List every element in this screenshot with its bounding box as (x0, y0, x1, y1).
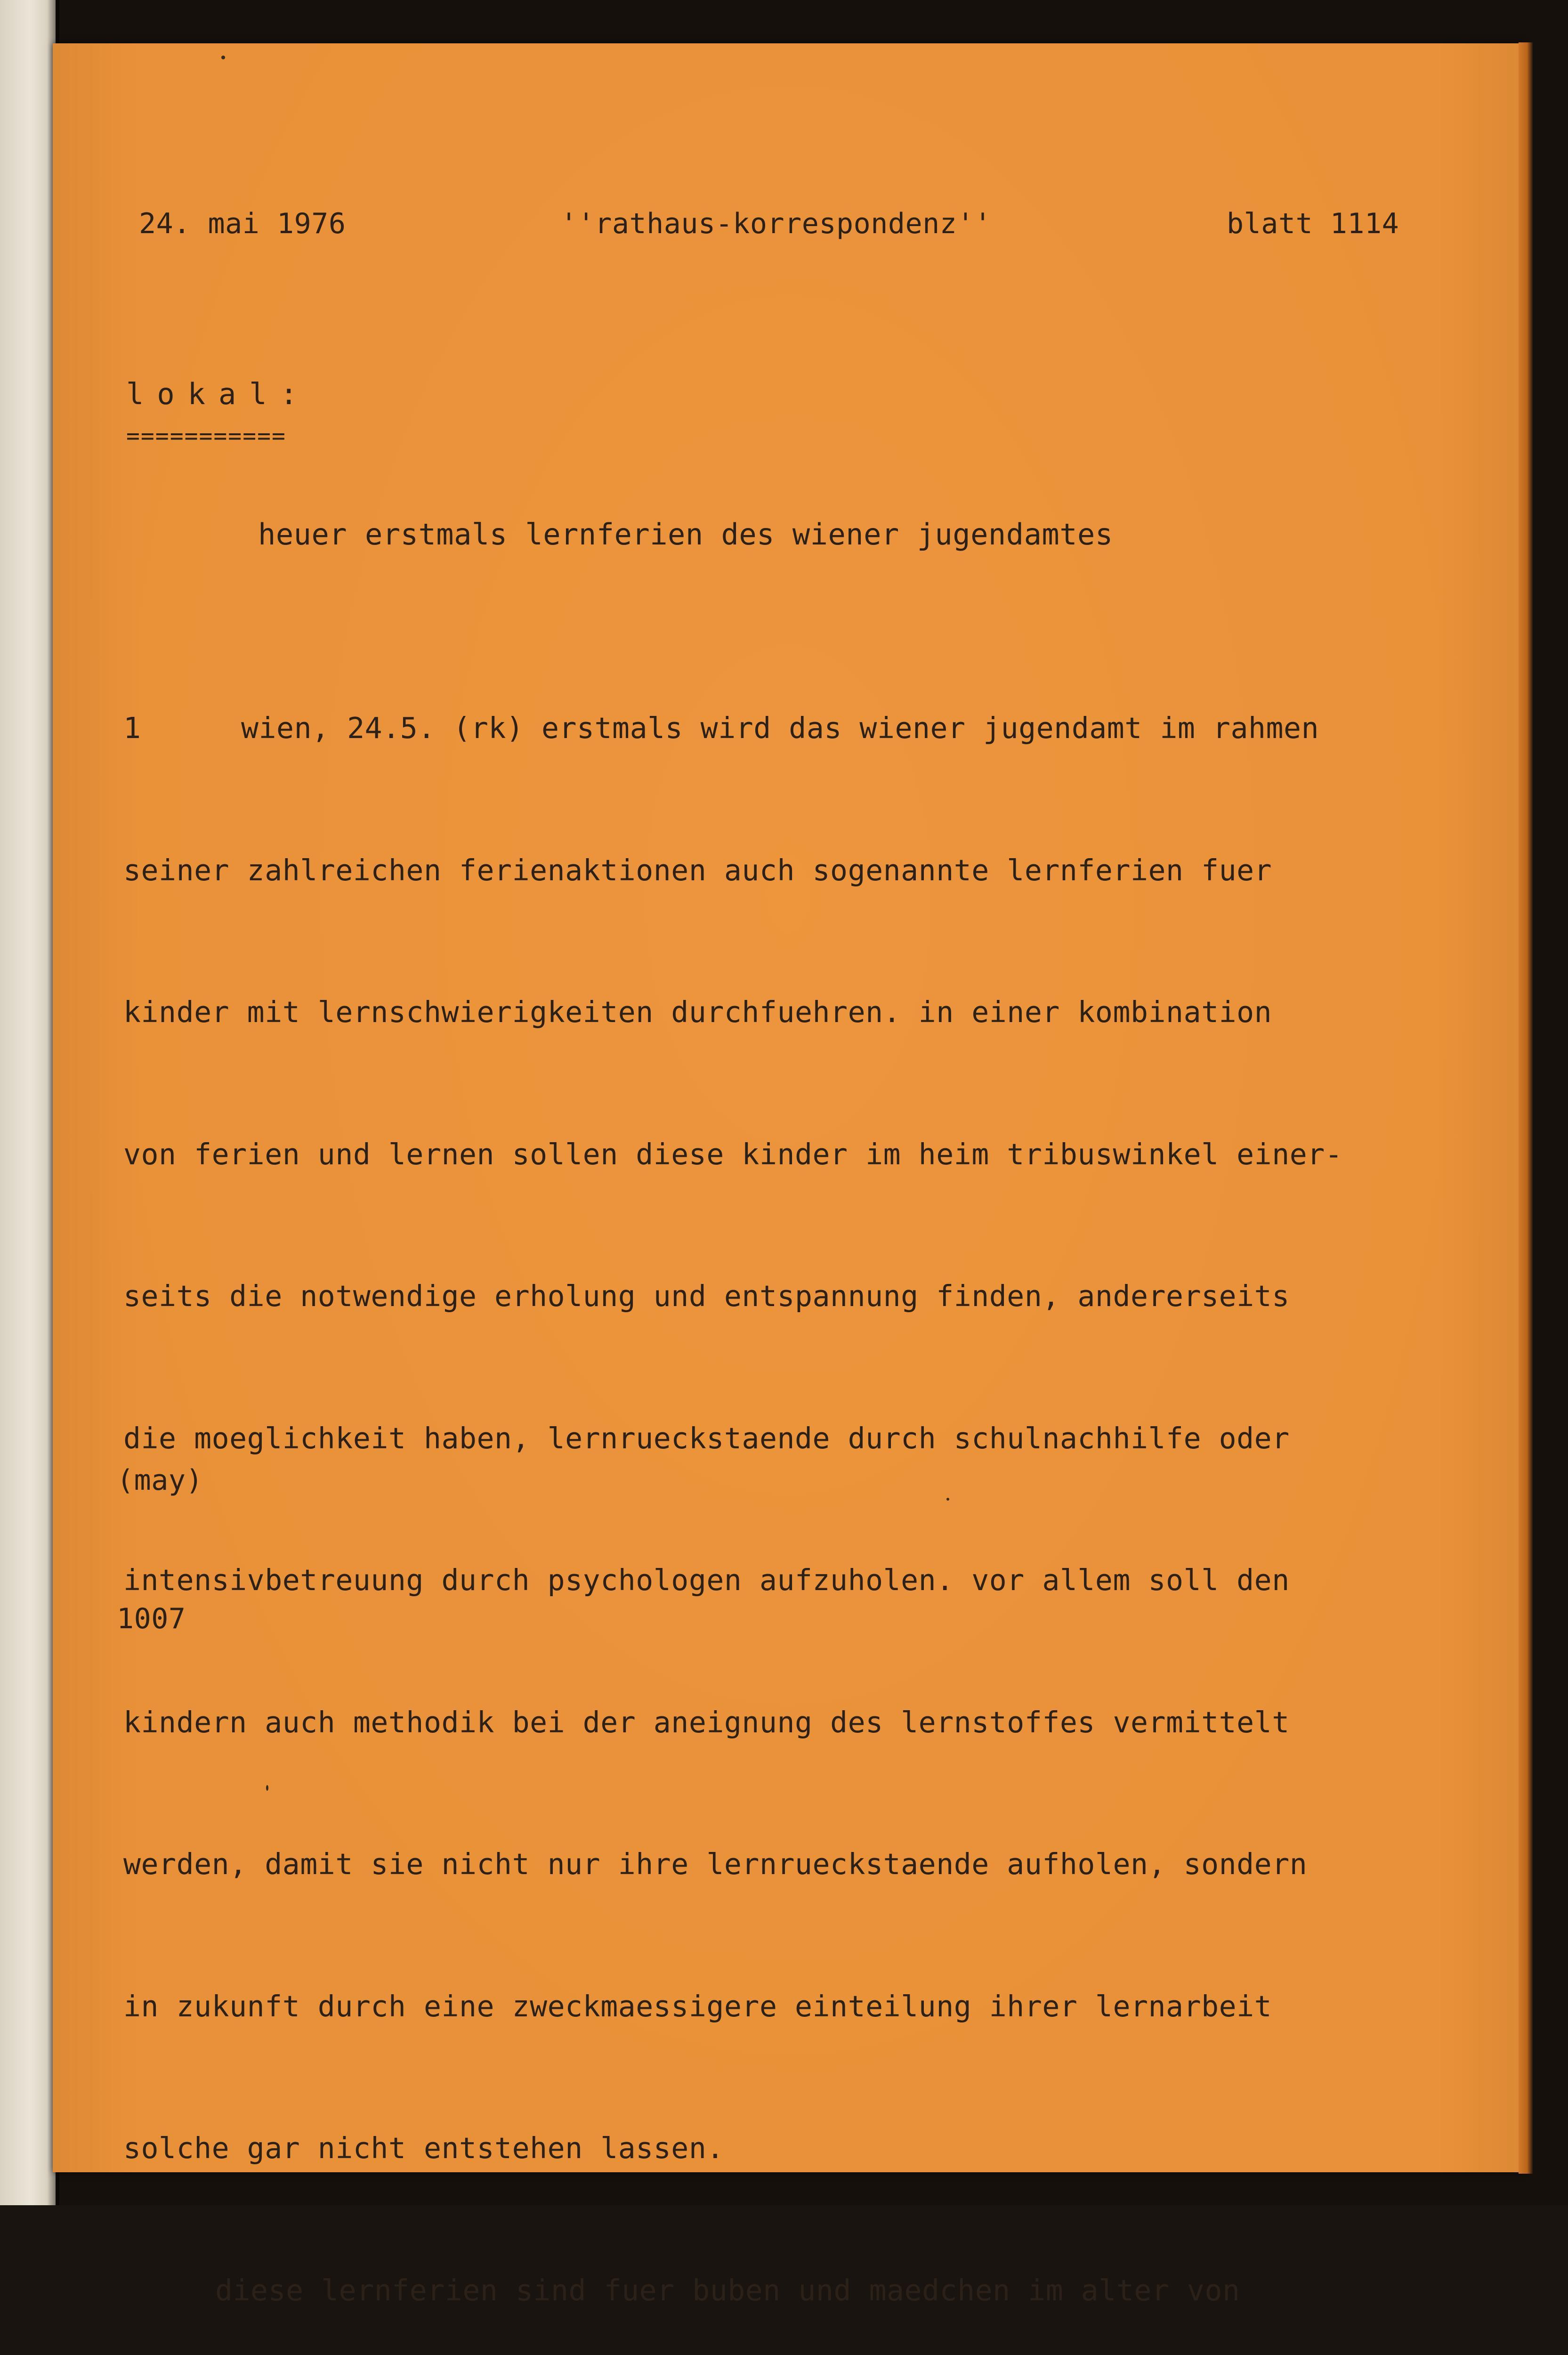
article-line: kinder mit lernschwierigkeiten durchfuehren. in einer kombination (123, 995, 1272, 1029)
article-line: 1 wien, 24.5. (rk) erstmals wird das wiener jugendamt im rahmen (123, 705, 1342, 752)
article-number: 1 (123, 711, 141, 745)
article-line: werden, damit sie nicht nur ihre lernrueckstaende aufholen, sondern (123, 1847, 1308, 1881)
release-date: 24. mai 1976 (139, 207, 346, 240)
article-body (123, 610, 1342, 2355)
section-underline: =========== (126, 423, 286, 449)
article-line: seiner zahlreichen ferienaktionen auch sogenannte lernferien fuer (123, 853, 1272, 887)
article-line: kindern auch methodik bei der aneignung des lernstoffes vermittelt (123, 1705, 1290, 1739)
section-label: lokal: (126, 377, 311, 411)
closing-codes (117, 1365, 203, 1734)
publication-title: ''rathaus-korrespondenz'' (560, 207, 992, 240)
article-line: intensivbetreuung durch psychologen aufzuholen. vor allem soll den (123, 1563, 1290, 1597)
article-line: in zukunft durch eine zweckmaessigere einteilung ihrer lernarbeit (123, 1989, 1272, 2023)
ink-speck (946, 1498, 949, 1501)
ink-speck (221, 56, 225, 59)
author-code: (may) (117, 1464, 203, 1497)
page-edge (1519, 42, 1533, 2174)
article-line: diese lernferien sind fuer buben und maedchen im alter von (215, 2273, 1240, 2307)
ink-speck (266, 1785, 268, 1791)
article-line: solche gar nicht entstehen lassen. (123, 2131, 724, 2165)
time-code: 1007 (117, 1602, 186, 1635)
article-line: seits die notwendige erholung und entspannung finden, andererseits (123, 1279, 1290, 1313)
sheet-number: blatt 1114 (1227, 207, 1399, 240)
article-line: von ferien und lernen sollen diese kinder im heim tribuswinkel einer- (123, 1137, 1343, 1171)
article-headline: heuer erstmals lernferien des wiener jugendamtes (258, 517, 1113, 552)
article-line: die moeglichkeit haben, lernrueckstaende durch schulnachhilfe oder (123, 1421, 1290, 1455)
